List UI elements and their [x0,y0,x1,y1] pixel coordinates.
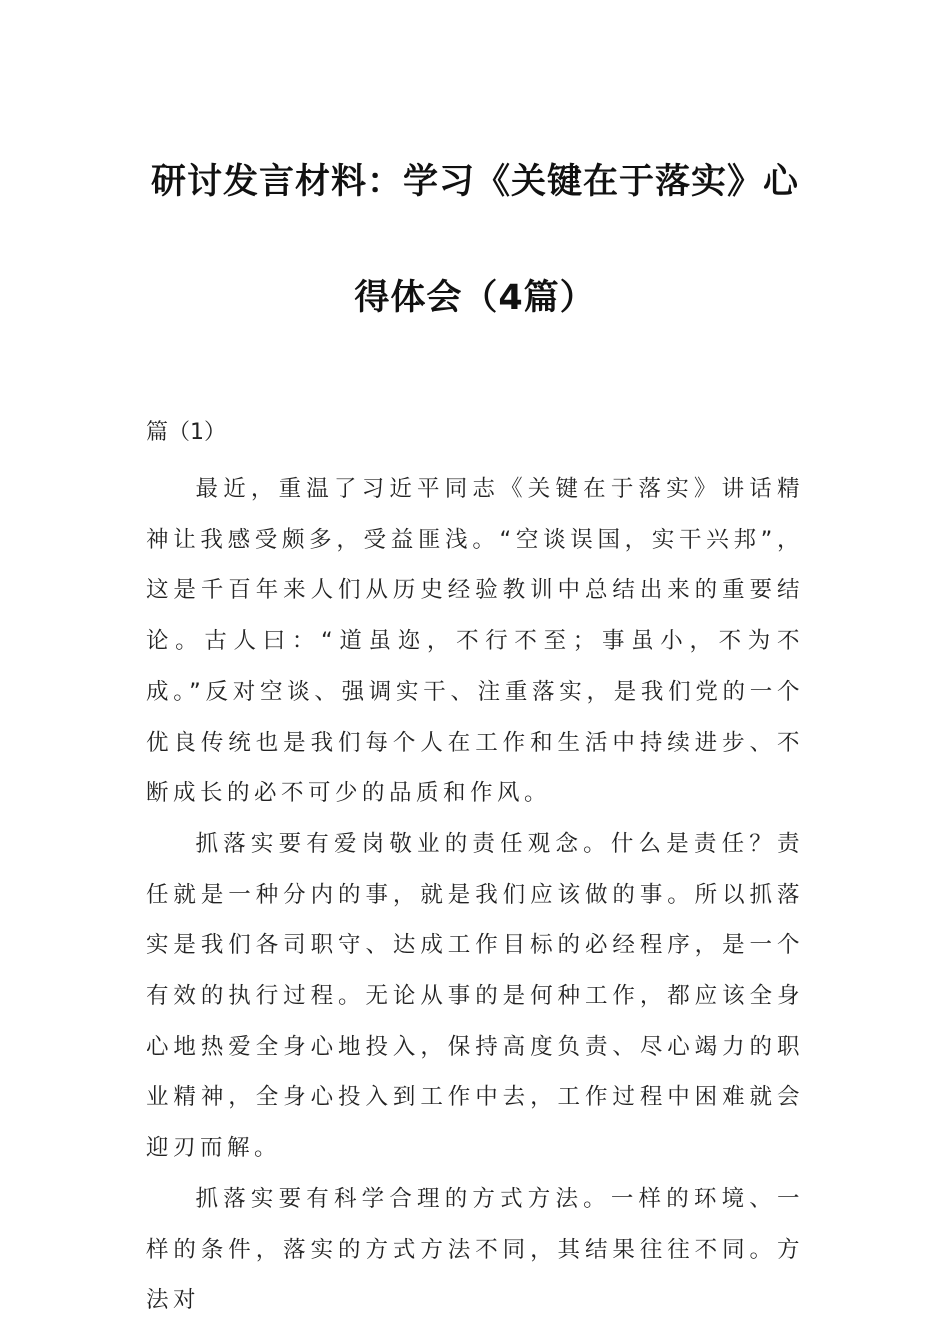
section-label: 篇（1） [146,420,226,445]
paragraph-2: 抓落实要有爱岗敬业的责任观念。什么是责任？责任就是一种分内的事，就是我们应该做的事。所以抓落实是我们各司职守、达成工作目标的必经程序，是一个有效的执行过程。无论从事的是何种工作，都应该全身心地热爱全身心地投入，保持高度负责、尽心竭力的职业精神，全身心投入到工作中去，工作过程中困难就会迎刃而解。 [146,830,804,1162]
paragraph-3: 抓落实要有科学合理的方式方法。一样的环境、一样的条件，落实的方式方法不同，其结果往往不同。方法对 [146,1185,804,1314]
document-title-line-1: 研讨发言材料：学习《关键在于落实》心 [150,162,799,202]
paragraph-1: 最近，重温了习近平同志《关键在于落实》讲话精神让我感受颇多，受益匪浅。“空谈误国，实干兴邦”，这是千百年来人们从历史经验教训中总结出来的重要结论。古人曰：“道虽迩，不行不至；事虽小，不为不成。”反对空谈、强调实干、注重落实，是我们党的一个优良传统也是我们每个人在工作和生活中持续进步、不断成长的必不可少的品质和作风。 [146,476,804,807]
document-title-line-2: 得体会（4篇） [354,278,596,318]
body-text [146,464,804,1326]
